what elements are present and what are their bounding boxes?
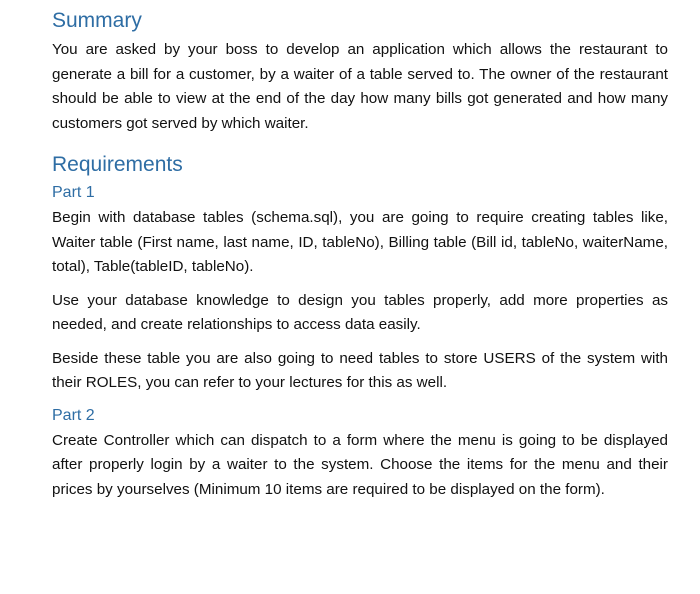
part1-paragraph-design: Use your database knowledge to design you tables properly, add more properties as needed, and create relationships to access data easily. [52, 291, 668, 333]
summary-paragraph: You are asked by your boss to develop an application which allows the restaurant to generate a bill for a customer, by a waiter of a table served to. The owner of the restaurant should be able to view at the end of the day how many bills got generated and how many customers got served by which waiter. [52, 41, 668, 132]
requirements-heading: Requirements [52, 153, 183, 176]
part1-paragraph-users: Beside these table you are also going to need tables to store USERS of the system with their ROLES, you can refer to your lectures for this as well. [52, 349, 668, 391]
part2-paragraph-controller: Create Controller which can dispatch to a form where the menu is going to be displayed after properly login by a waiter to the system. Choose the items for the menu and their prices by yourselves (Minimum 10 items are required to be displayed on the form). [52, 431, 668, 498]
part2-heading: Part 2 [52, 406, 95, 424]
part1-paragraph-tables: Begin with database tables (schema.sql), you are going to require creating tables like, Waiter table (First name, last name, ID, tableNo), Billing table (Bill id, tableNo, waiterName, total), Table(tableID, tableNo). [52, 209, 668, 275]
part1-heading: Part 1 [52, 184, 95, 201]
summary-heading: Summary [52, 9, 142, 32]
